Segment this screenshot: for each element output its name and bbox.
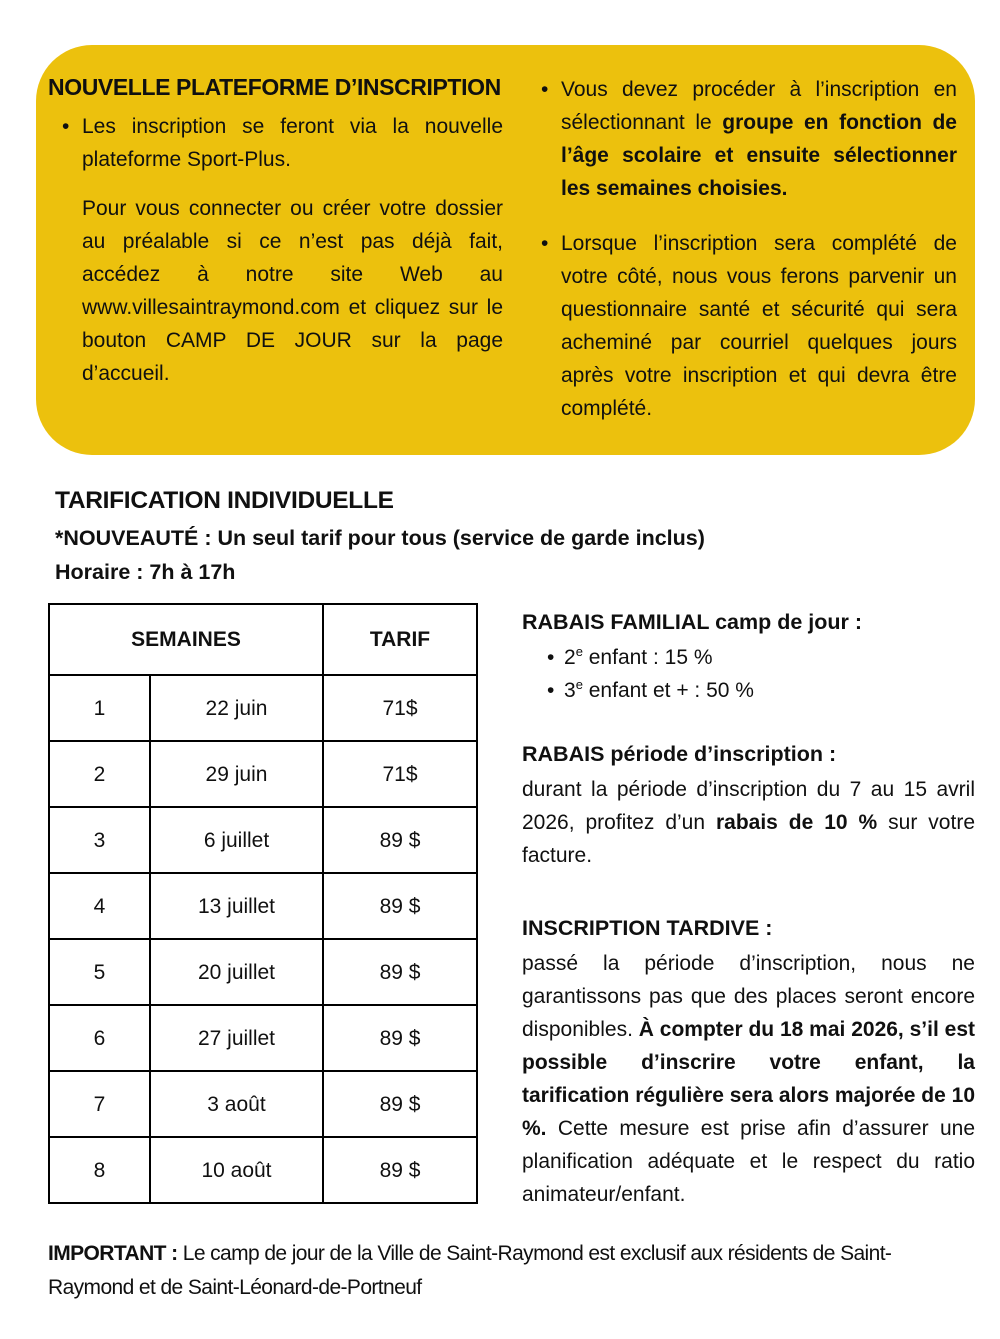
week-number-cell: 2 [49, 741, 150, 807]
week-date-cell: 6 juillet [150, 807, 323, 873]
tarification-section-header [55, 485, 975, 589]
tarif-cell: 89 $ [323, 1137, 477, 1203]
rabais-item-3e-enfant [522, 674, 975, 707]
rabais-periode-normal2: sur votre facture. [522, 811, 975, 867]
rabais-periode-bold: rabais de 10 % [715, 811, 878, 834]
rabais-item-rest: enfant et + : 50 % [582, 679, 754, 702]
inscription-tardive-heading: INSCRIPTION TARDIVE : [522, 916, 773, 940]
tarif-cell: 89 $ [323, 873, 477, 939]
rabais-item-base: 2 [564, 646, 576, 669]
week-number-cell: 3 [49, 807, 150, 873]
week-date-cell: 3 août [150, 1071, 323, 1137]
week-date-cell: 20 juillet [150, 939, 323, 1005]
week-number-cell: 6 [49, 1005, 150, 1071]
platform-box-title: NOUVELLE PLATEFORME D’INSCRIPTION [48, 74, 501, 100]
week-number-cell: 4 [49, 873, 150, 939]
nouveaute-subheading: *NOUVEAUTÉ : Un seul tarif pour tous (service de garde inclus) [55, 526, 705, 550]
table-header-semaines: SEMAINES [49, 604, 323, 675]
table-row [49, 1005, 477, 1071]
inscription-tardive-text [522, 947, 975, 1211]
platform-box-right-column [527, 71, 957, 425]
important-label: IMPORTANT : [48, 1242, 183, 1265]
rabais-familial-heading: RABAIS FAMILIAL camp de jour : [522, 610, 863, 634]
week-number-cell: 7 [49, 1071, 150, 1137]
horaire-line: Horaire : 7h à 17h [55, 560, 236, 584]
important-text: Le camp de jour de la Ville de Saint-Raymond est exclusif aux résidents de Saint-Raymond et de Saint-Léonard-de-Portneuf [48, 1242, 892, 1299]
platform-box-left-column [48, 71, 503, 425]
rabais-periode-normal1: durant la période d’inscription du 7 au 15 avril 2026, profitez d’un [522, 778, 975, 834]
tardive-bold: À compter du 18 mai 2026, s’il est possible d’inscrire votre enfant, la tarification régulière sera alors majorée de 10 %. [522, 1018, 975, 1140]
rabais-periode-heading: RABAIS période d’inscription : [522, 742, 837, 766]
platform-right-bullet-list [527, 73, 957, 425]
week-date-cell: 10 août [150, 1137, 323, 1203]
week-date-cell: 29 juin [150, 741, 323, 807]
week-number-cell: 1 [49, 675, 150, 741]
tardive-normal1: passé la période d’inscription, nous ne garantissons pas que des places seront encore disponibles. [522, 952, 975, 1041]
tarif-cell: 71$ [323, 741, 477, 807]
group-selection-text-bold: groupe en fonction de l’âge scolaire et ensuite sélectionner les semaines choisies. [561, 111, 957, 200]
table-header-row [49, 604, 477, 675]
tarif-cell: 89 $ [323, 939, 477, 1005]
week-number-cell: 8 [49, 1137, 150, 1203]
tarif-cell: 71$ [323, 675, 477, 741]
table-row [49, 1137, 477, 1203]
table-row [49, 675, 477, 741]
table-row [49, 1071, 477, 1137]
rabais-periode-text [522, 773, 975, 872]
pricing-table [48, 603, 478, 1204]
tardive-normal2: Cette mesure est prise afin d’assurer une planification adéquate et le respect du ratio animateur/enfant. [522, 1117, 975, 1206]
rabais-item-rest: enfant : 15 % [582, 646, 713, 669]
rabais-familial-list [522, 641, 975, 707]
group-selection-text-normal: Vous devez procéder à l’inscription en sélectionnant le [561, 78, 957, 134]
tarif-cell: 89 $ [323, 1005, 477, 1071]
pricing-content-row [48, 603, 975, 1211]
tarif-cell: 89 $ [323, 1071, 477, 1137]
week-number-cell: 5 [49, 939, 150, 1005]
ordinal-superscript: e [575, 677, 583, 692]
bullet-item-sport-plus: • Les inscription se feront via la nouvelle plateforme Sport-Plus. [48, 110, 503, 176]
rabais-item-base: 3 [564, 679, 576, 702]
bullet-item-group-selection [527, 73, 957, 205]
discounts-info-column [522, 603, 975, 1211]
tarif-cell: 89 $ [323, 807, 477, 873]
tarification-heading: TARIFICATION INDIVIDUELLE [55, 487, 394, 514]
table-row [49, 873, 477, 939]
week-date-cell: 22 juin [150, 675, 323, 741]
bullet-item-questionnaire: • Lorsque l’inscription sera complété de votre côté, nous vous ferons parvenir un questionnaire santé et sécurité qui sera acheminé par courriel quelques jours après votre inscription et qui devra être complété. [527, 227, 957, 425]
table-row [49, 807, 477, 873]
connection-instructions-paragraph: Pour vous connecter ou créer votre dossier au préalable si ce n’est pas déjà fait, accédez à notre site Web au www.villesaintraymond.com et cliquez sur le bouton CAMP DE JOUR sur la page d’accueil. [82, 197, 503, 385]
week-date-cell: 27 juillet [150, 1005, 323, 1071]
table-header-tarif: TARIF [323, 604, 477, 675]
ordinal-superscript: e [575, 644, 583, 659]
rabais-item-2e-enfant [522, 641, 975, 674]
table-row [49, 939, 477, 1005]
table-row [49, 741, 477, 807]
week-date-cell: 13 juillet [150, 873, 323, 939]
platform-left-bullet-list [48, 110, 503, 176]
new-platform-box [36, 45, 975, 455]
important-note [48, 1237, 975, 1305]
